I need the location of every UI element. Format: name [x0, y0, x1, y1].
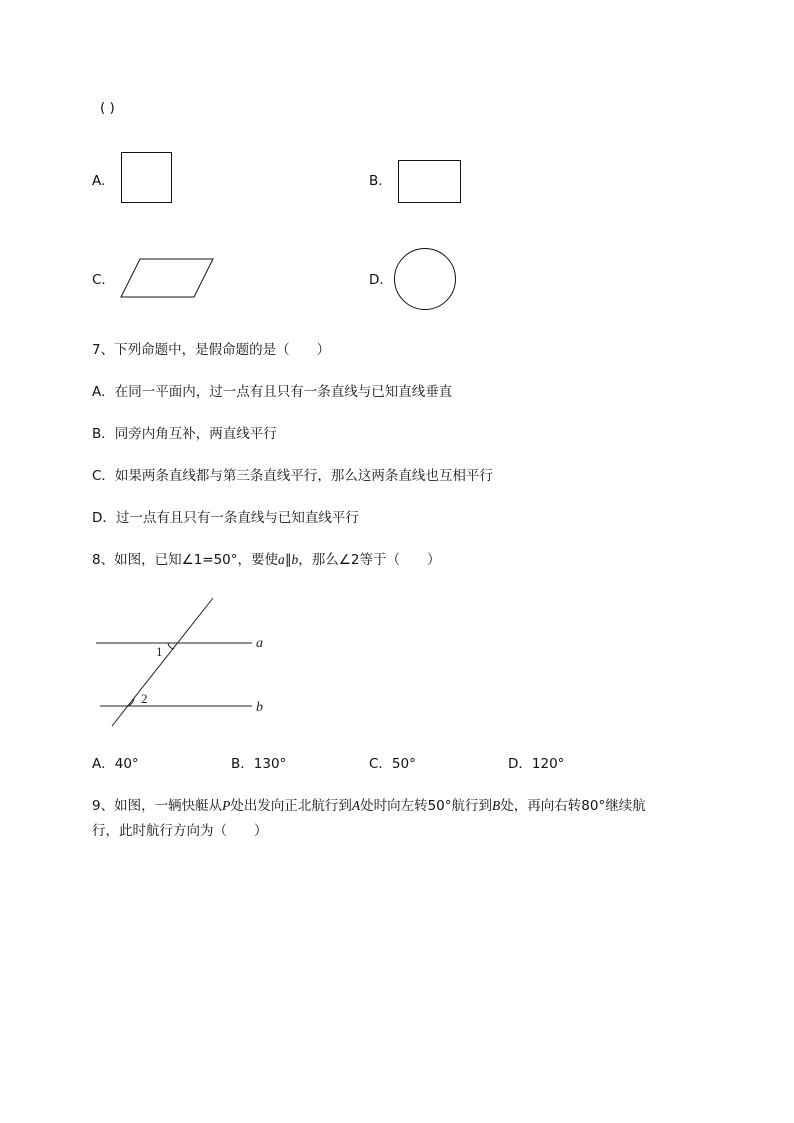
q8-option-c: C．50° [369, 756, 416, 772]
option-c-label: C. [92, 272, 106, 288]
option-d-label: D. [369, 272, 384, 288]
angle-1-label: 1 [156, 644, 163, 659]
option-b-label: B. [369, 173, 383, 189]
q8-var-b: b [291, 552, 299, 567]
q8-stem-part2: ，那么∠2等于（ ） [298, 552, 441, 568]
transversal-line [112, 598, 213, 726]
q8-stem-part1: 8、如图，已知∠1=50°，要使 [92, 552, 279, 568]
parallelogram-icon [117, 255, 217, 301]
q7-stem: 7、下列命题中，是假命题的是（ ） [92, 342, 331, 358]
answer-parentheses: ( ) [100, 100, 115, 116]
q8-option-d: D．120° [508, 756, 565, 772]
q9-stem-line1 [92, 797, 646, 815]
q9-stem-line2: 行，此时航行方向为（ ） [92, 823, 268, 839]
q9-part2: 处出发向正北航行到 [230, 798, 352, 814]
q8-stem [92, 551, 440, 569]
line-b-label: b [256, 700, 263, 715]
q9-point-a: A [351, 798, 361, 813]
q9-part3: 处时向左转50°航行到 [360, 798, 493, 814]
square-icon [118, 150, 176, 206]
q7-option-d: D．过一点有且只有一条直线与已知直线平行 [92, 510, 359, 526]
q8-var-a: a [278, 552, 285, 567]
q9-point-b: B [492, 798, 501, 813]
option-a-label: A. [92, 173, 106, 189]
q8-parallel-sign: ∥ [284, 552, 292, 568]
rectangle-icon [395, 157, 465, 205]
q9-point-p: P [222, 798, 231, 813]
q8-option-b: B．130° [231, 756, 287, 772]
q8-option-a: A．40° [92, 756, 139, 772]
angle-2-label: 2 [141, 691, 148, 706]
q7-option-c: C．如果两条直线都与第三条直线平行，那么这两条直线也互相平行 [92, 468, 493, 484]
parallel-lines-figure [90, 590, 275, 730]
q7-option-b: B．同旁内角互补，两直线平行 [92, 426, 277, 442]
q9-part4: 处，再向右转80°继续航 [500, 798, 646, 814]
circle-icon [390, 245, 460, 313]
line-a-label: a [256, 636, 263, 651]
q7-option-a: A．在同一平面内，过一点有且只有一条直线与已知直线垂直 [92, 384, 453, 400]
q9-part1: 9、如图，一辆快艇从 [92, 798, 223, 814]
